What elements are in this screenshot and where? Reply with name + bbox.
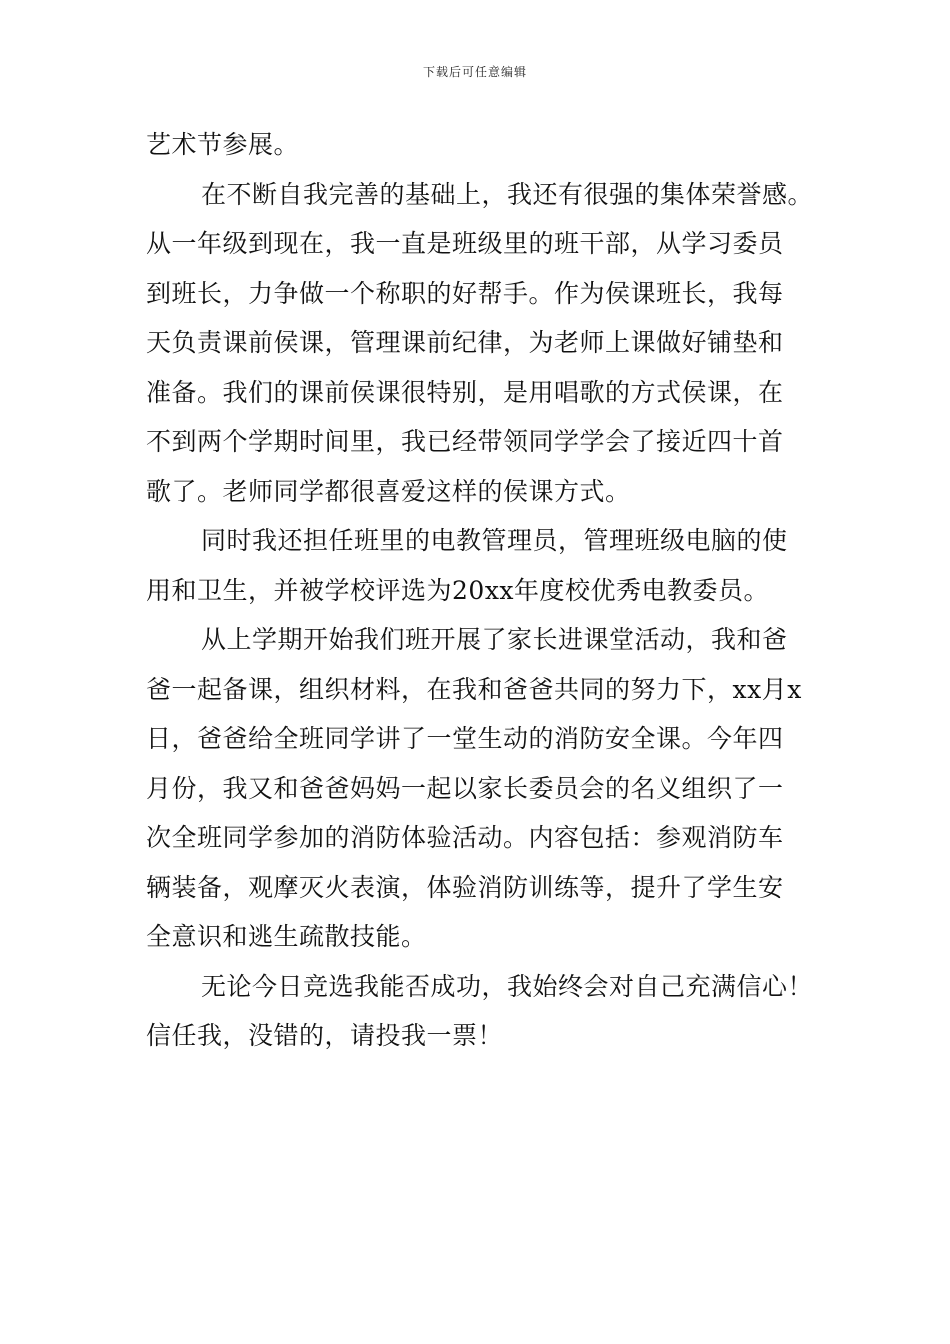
text-line: 信任我，没错的，请投我一票！ bbox=[146, 1021, 504, 1050]
paragraph-2 bbox=[146, 170, 836, 517]
text-line: 不到两个学期时间里，我已经带领同学学会了接近四十首 bbox=[146, 427, 784, 456]
text-line: 到班长，力争做一个称职的好帮手。作为侯课班长，我每 bbox=[146, 278, 784, 308]
page-header: 下载后可任意编辑 bbox=[422, 65, 527, 79]
text-line: 用和卫生，并被学校评选为20xx年度校优秀电教委员。 bbox=[146, 575, 770, 605]
text-line: 全意识和逃生疏散技能。 bbox=[146, 922, 427, 951]
text-line: 歌了。老师同学都很喜爱这样的侯课方式。 bbox=[146, 476, 631, 506]
text-line: 爸一起备课，组织材料，在我和爸爸共同的努力下，xx月x bbox=[146, 674, 802, 704]
text-line: 同时我还担任班里的电教管理员，管理班级电脑的使 bbox=[201, 526, 788, 555]
text-line: 次全班同学参加的消防体验活动。内容包括：参观消防车 bbox=[146, 823, 784, 852]
text-line: 日，爸爸给全班同学讲了一堂生动的消防安全课。今年四 bbox=[146, 724, 784, 753]
text-line: 从上学期开始我们班开展了家长进课堂活动，我和爸 bbox=[201, 625, 788, 654]
text-line: 准备。我们的课前侯课很特别，是用唱歌的方式侯课，在 bbox=[146, 377, 784, 407]
text-line: 辆装备，观摩灭火表演，体验消防训练等，提升了学生安 bbox=[146, 872, 784, 902]
text-line: 艺术节参展。 bbox=[146, 130, 300, 159]
paragraph-5 bbox=[146, 962, 836, 1061]
document-body bbox=[146, 120, 836, 1061]
text-line: 天负责课前侯课，管理课前纪律，为老师上课做好铺垫和 bbox=[146, 328, 784, 357]
text-line: 月份，我又和爸爸妈妈一起以家长委员会的名义组织了一 bbox=[146, 773, 784, 803]
paragraph-1 bbox=[146, 120, 836, 170]
text-line: 在不断自我完善的基础上，我还有很强的集体荣誉感。 bbox=[201, 179, 814, 209]
paragraph-4 bbox=[146, 615, 836, 962]
text-line: 从一年级到现在，我一直是班级里的班干部，从学习委员 bbox=[146, 229, 784, 258]
text-line: 无论今日竞选我能否成功，我始终会对自己充满信心！ bbox=[201, 971, 814, 1001]
paragraph-3 bbox=[146, 516, 836, 615]
